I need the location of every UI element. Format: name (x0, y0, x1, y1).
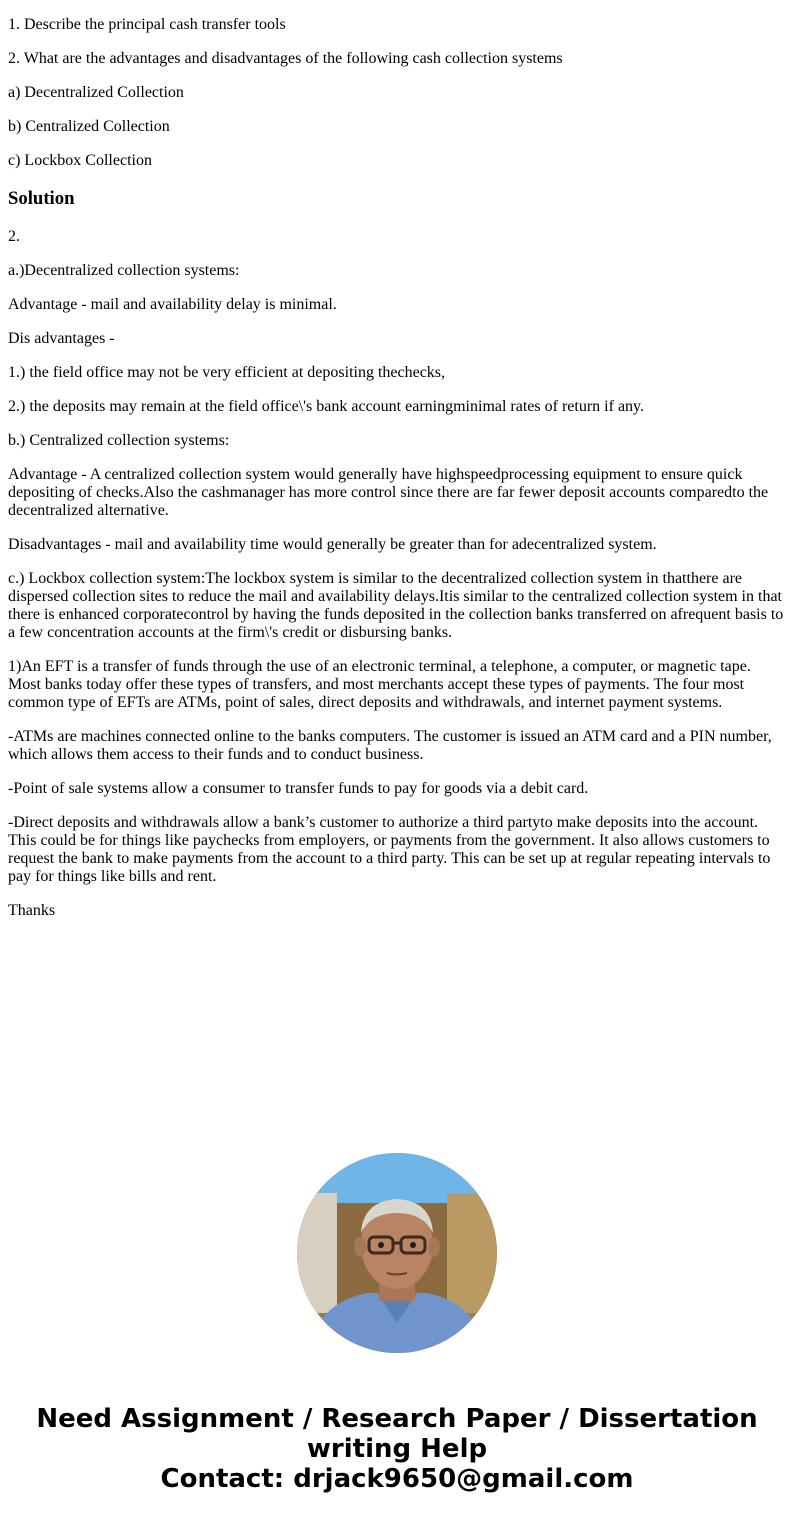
author-photo (297, 1153, 497, 1353)
solution-paragraph: Dis advantages - (8, 330, 115, 347)
question-2a: a) Decentralized Collection (8, 84, 184, 101)
solution-paragraph: 1)An EFT is a transfer of funds through the use of an electronic terminal, a telephone, a computer, or magnetic tape. Most banks today offer these types of transfers, and most merchants accept these types of payments. The four most common type of EFTs are ATMs, point of sales, direct deposits and withdrawals, and internet payment systems. (8, 658, 751, 711)
question-2c: c) Lockbox Collection (8, 152, 152, 169)
solution-paragraph: -ATMs are machines connected online to the banks computers. The customer is issued an ATM card and a PIN number, which allows them access to their funds and to conduct business. (8, 728, 772, 763)
question-2b: b) Centralized Collection (8, 118, 170, 135)
solution-paragraph: a.)Decentralized collection systems: (8, 262, 240, 279)
solution-paragraph: c.) Lockbox collection system:The lockbox system is similar to the decentralized collection system in thatthere are dispersed collection sites to reduce the mail and availability delays.Itis similar to the centralized collection system in that there is enhanced corporatecontrol by having the funds deposited in the collection banks transferred on afrequent basis to a few concentration accounts at the firm\'s credit or disbursing banks. (8, 570, 784, 641)
solution-paragraph: -Direct deposits and withdrawals allow a bank’s customer to authorize a third partyto make deposits into the account. This could be for things like paychecks from employers, or payments from the government. It also allows customers to request the bank to make payments from the account to a third party. This can be set up at regular repeating intervals to pay for things like bills and rent. (8, 814, 771, 885)
solution-paragraph: Thanks (8, 902, 56, 919)
document-body (8, 0, 786, 936)
solution-paragraph: 2. (8, 228, 20, 245)
solution-paragraph: b.) Centralized collection systems: (8, 432, 230, 449)
promo-contact: Contact: drjack9650@gmail.com (160, 1464, 634, 1494)
promo-banner (0, 1404, 794, 1494)
solution-paragraph: Disadvantages - mail and availability time would generally be greater than for adecentralized system. (8, 536, 657, 553)
author-photo-icon (297, 1153, 497, 1353)
question-1: 1. Describe the principal cash transfer tools (8, 16, 286, 33)
solution-paragraph: Advantage - A centralized collection system would generally have highspeedprocessing equipment to ensure quick depositing of checks.Also the cashmanager has more control since there are far fewer deposit accounts comparedto the decentralized alternative. (8, 466, 769, 519)
promo-line-1: Need Assignment / Research Paper / Dissertation (36, 1404, 758, 1434)
question-2: 2. What are the advantages and disadvantages of the following cash collection systems (8, 50, 563, 67)
solution-paragraph: -Point of sale systems allow a consumer to transfer funds to pay for goods via a debit card. (8, 780, 589, 797)
solution-paragraph: 2.) the deposits may remain at the field office\'s bank account earningminimal rates of return if any. (8, 398, 644, 415)
promo-line-2: writing Help (306, 1434, 488, 1464)
solution-paragraph: 1.) the field office may not be very efficient at depositing thechecks, (8, 364, 446, 381)
solution-heading: Solution (8, 188, 75, 209)
solution-paragraph: Advantage - mail and availability delay is minimal. (8, 296, 337, 313)
